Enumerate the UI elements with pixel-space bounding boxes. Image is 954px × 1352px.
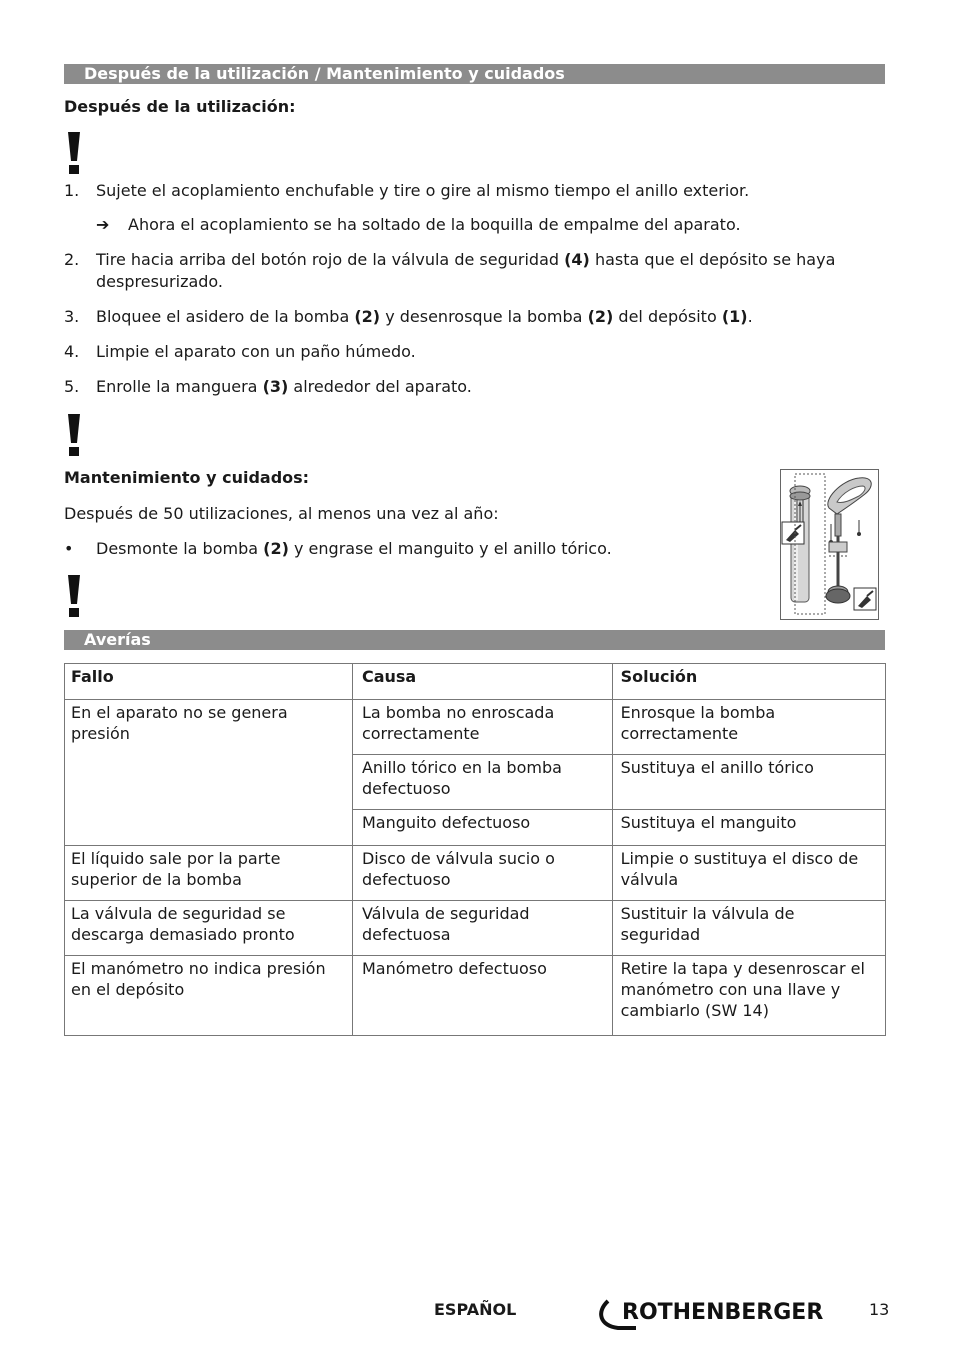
step-text-part: del depósito <box>613 307 722 326</box>
step-text-part: hasta que el depósito se haya despresurizado. <box>96 250 836 291</box>
fault-cell: El líquido sale por la parte superior de la bomba <box>65 846 353 901</box>
solution-cell: Enrosque la bomba correctamente <box>612 700 885 755</box>
step-text <box>96 376 836 398</box>
step-text: Sujete el acoplamiento enchufable y tire o gire al mismo tiempo el anillo exterior. <box>96 181 750 200</box>
cause-cell: Anillo tórico en la bomba defectuoso <box>352 755 612 810</box>
step-1-result <box>96 214 741 236</box>
after-use-heading: Después de la utilización: <box>64 97 296 116</box>
rothenberger-logo <box>596 1296 836 1332</box>
step-number: 4. <box>64 342 80 361</box>
footer-language: ESPAÑOL <box>434 1300 517 1319</box>
fault-cell: El manómetro no indica presión en el depósito <box>65 956 353 1036</box>
svg-text:ROTHENBERGER: ROTHENBERGER <box>622 1300 824 1325</box>
part-reference: (4) <box>564 250 590 269</box>
step-text <box>96 306 836 328</box>
arrow-right-icon: ➔ <box>96 215 110 234</box>
step-text-part: Enrolle la manguera <box>96 377 263 396</box>
section-bar-faults: Averías <box>64 630 885 650</box>
step-text: Limpie el aparato con un paño húmedo. <box>96 342 416 361</box>
step-text <box>96 249 836 293</box>
result-text: Ahora el acoplamiento se ha soltado de la boquilla de empalme del aparato. <box>128 215 741 234</box>
step-text-part: Tire hacia arriba del botón rojo de la válvula de seguridad <box>96 250 565 269</box>
step-number: 2. <box>64 250 80 269</box>
column-header-cause: Causa <box>352 664 612 700</box>
table-row <box>65 846 886 901</box>
step-text-part: alrededor del aparato. <box>288 377 472 396</box>
cause-cell: Válvula de seguridad defectuosa <box>352 901 612 956</box>
part-reference: (3) <box>262 377 289 396</box>
part-reference: (2) <box>263 539 289 558</box>
step-number: 1. <box>64 181 80 200</box>
step-text-part: y desenrosque la bomba <box>380 307 588 326</box>
part-reference: (2) <box>587 307 614 326</box>
step-number: 3. <box>64 307 80 326</box>
bullet-text-part: y engrase el manguito y el anillo tórico. <box>288 539 612 558</box>
solution-cell: Sustituya el manguito <box>612 810 885 846</box>
solution-cell: Sustituya el anillo tórico <box>612 755 885 810</box>
section-bar-after-use: Después de la utilización / Mantenimiento y cuidados <box>64 64 885 84</box>
part-reference: (2) <box>354 307 381 326</box>
part-reference: (1) <box>721 307 748 326</box>
maintenance-intro: Después de 50 utilizaciones, al menos una vez al año: <box>64 504 499 523</box>
cause-cell: Manómetro defectuoso <box>352 956 612 1036</box>
bullet-icon: • <box>64 539 74 558</box>
bullet-text-part: Desmonte la bomba <box>96 539 264 558</box>
pump-illustration <box>780 469 879 620</box>
solution-cell: Retire la tapa y desenroscar el manómetro con una llave y cambiarlo (SW 14) <box>612 956 885 1036</box>
bullet-text <box>96 538 836 560</box>
maintenance-heading: Mantenimiento y cuidados: <box>64 468 310 487</box>
warning-exclamation-icon <box>64 412 84 458</box>
solution-cell: Sustituir la válvula de seguridad <box>612 901 885 956</box>
solution-cell: Limpie o sustituya el disco de válvula <box>612 846 885 901</box>
fault-cell: La válvula de seguridad se descarga demasiado pronto <box>65 901 353 956</box>
table-row <box>65 956 886 1036</box>
column-header-fault: Fallo <box>65 664 353 700</box>
fault-table <box>64 663 886 1036</box>
cause-cell: La bomba no enroscada correctamente <box>352 700 612 755</box>
step-text-part: . <box>747 307 753 326</box>
column-header-solution: Solución <box>612 664 885 700</box>
table-row <box>65 700 886 755</box>
cause-cell: Manguito defectuoso <box>352 810 612 846</box>
warning-exclamation-icon <box>64 130 84 176</box>
page-number: 13 <box>869 1300 890 1319</box>
table-header-row <box>65 664 886 700</box>
fault-cell: En el aparato no se genera presión <box>65 700 353 846</box>
step-number: 5. <box>64 377 80 396</box>
cause-cell: Disco de válvula sucio o defectuoso <box>352 846 612 901</box>
pump-disassembly-image <box>781 470 878 619</box>
table-row <box>65 901 886 956</box>
step-text-part: Bloquee el asidero de la bomba <box>96 307 355 326</box>
warning-exclamation-icon <box>64 573 84 619</box>
